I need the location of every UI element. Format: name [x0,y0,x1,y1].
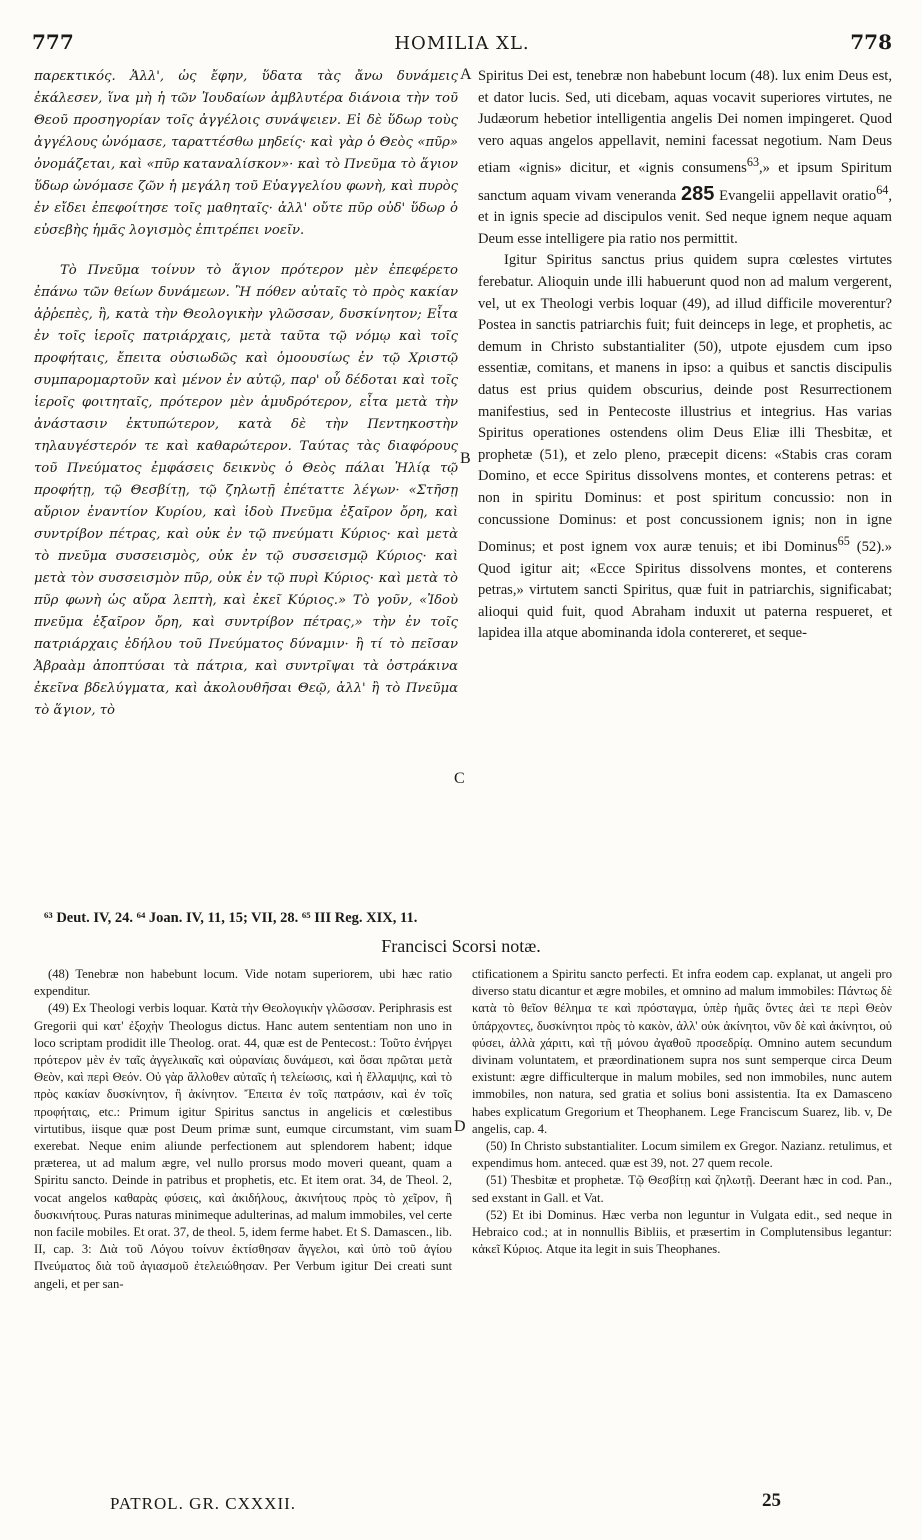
notes-heading: Francisci Scorsi notæ. [381,936,541,956]
greek-paragraph: παρεκτικός. Ἀλλ', ὡς ἔφην, ὕδατα τὰς ἄνω δυνάμεις ἐκάλεσεν, ἵνα μὴ ἡ τῶν Ἰουδαίων ἀμβλυτέρα διάνοια τὴν τοῦ Θεοῦ προσηγορίαν τοῖς ἀγγέλοις συνάψειεν. Εἰ δὲ ὕδωρ τοὺς ἀγγέλους ὠνόμασε, ταραττέσθω μηδείς· καὶ γὰρ ὁ Θεὸς «πῦρ» ὀνομάζεται, καὶ «πῦρ καταναλίσκον»· καὶ τὸ Πνεῦμα τὸ ἅγιον ὕδωρ ὠνόμασε ζῶν ἡ μεγάλη τοῦ Εὐαγγελίου φωνὴ, καὶ πυρὸς ἐν εἴδει ἐπεφοίτησε τοῖς μαθηταῖς· ἀλλ' οὔτε πῦρ οὐδ' ὕδωρ ὁ εὐσεβὴς ἡμᾶς λογισμὸς ἐπιτρέπει νοεῖν. [34,69,458,238]
greek-text-column [34,66,458,722]
note-49-continued: ctificationem a Spiritu sancto perfecti. Et infra eodem cap. explanat, ut angeli pro diverso statu dicantur et ægre mobiles, et omnino ad malum immobiles: Πάντως δὲ κατὰ τὸ θεῖον θέλημα τε καὶ πρόσταγμα, ὑπὲρ ἡμᾶς ὄντες ἀεὶ τε περὶ Θεὸν ὑπάρχοντες, δυσκίνητοι πρὸς τὸ κακὸν, ἀλλ' οὐκ ἀκίνητοι, νῦν δὲ καὶ ἀκίνητοι, οὐ φύσει, ἀλλὰ χάριτι, καὶ τῇ μόνου ἀγαθοῦ προσεδρίᾳ. Omnino autem secundum divinam voluntatem, et præordinationem supra nos sunt semperque circa Deum existunt: ægre difficulterque in malum mobiles, sed non immobiles, nunc autem immobiles, non natura, sed gratia et solius boni assistentia. Ita ex Damasceno habes explicatum Gregorium et Theophanem. Lege Franciscum Suarez, lib. v, De angelis, cap. 4. [472,967,892,1136]
margin-letter-a: A [460,66,472,83]
latin-text: Igitur Spiritus sanctus prius quidem supra cœlestes virtutes ferebatur. Alioquin unde illi habuerunt quod non ad malum vergerent, vel, ut ex Theologi verbis loquar (49), ad illud difficile moverentur? Postea in sanctis patriarchis fuit; fuit deinceps in lege, et prophetis, ac demum in Christo substantialiter (50), utpote ejusdem cum ipso essentiæ, comitans, et manens in ipso: a quibus et sanctis discipulis datus est prius quidem obscurius, deinde post Resurrectionem manifestius, sed in Pentecoste illustrius et integrius. Has varias Spiritus operationes ostendens olim Deus Eliæ illi Thesbitæ, et prophetæ (51), et zelo pleno, præcepit dicens: «Stabis cras coram Domino, et ecce Spiritus dissolvens montes, et conterens petras: et non in spiritu Dominus: et post spiritum concussio: non in concussione Dominus: et post concussionem ignis; non in igne Dominus; et post ignem vox auræ tenuis; et ibi Dominus [478,252,892,556]
latin-text: ,» et ipsum Spiritum sanctum aquam vivam veneranda [478,160,893,204]
note-49: (49) Ex Theologi verbis loquar. Κατὰ τὴν Θεολογικὴν γλῶσσαν. Periphrasis est Gregorii qui κατ' ἐξοχὴν Theologus dictus. Hanc autem sententiam non uno in loco scriptam prodidit ille Theolog. orat. 44, quæ est de Pentecost.: Τοῦτο ἐνήργει πρότερον μὲν ἐν ταῖς ἀγγελικαῖς καὶ οὐρανίαις δυνάμεσι, καὶ ὅσαι πρῶται μετὰ Θεὸν, καὶ περὶ Θεόν. Οὐ γὰρ ἄλλοθεν αὐταῖς ἡ τελείωσις, καὶ ἡ ἔλλαμψις, καὶ τὸ πρὸς κακίαν δυσκίνητον, ἢ ἀκίνητον. Ἔπειτα ἐν τοῖς πατράσιν, καὶ ἐν τοῖς προφήταις, etc.: Primum igitur Spiritus sanctus in angelicis et cœlestibus virtutibus, iisque quæ post Deum primæ sunt, eumque circumstant, vim suam exerebat. Neque enim aliunde perfectionem aut splendorem habent; idque præterea, ut ad malum ægre, vel nullo prorsus modo moveri queant, quam a Spiritu sancto. Deinde in patribus et prophetis, etc. Et item orat. 34, de Theol. 2, vocat angelos καθαρὰς φύσεις, καὶ ἀκιδήλους, ἀκινήτους πρὸς τὸ χεῖρον, ἢ δυσκινήτους. Puras naturas minimeque adulterinas, ad malum immobiles, vel certe non facile mobiles. Et orat. 37, de theol. 5, idem ferme habet. Et S. Damascen., lib. II, cap. 3: Διὰ τοῦ Λόγου τοίνυν ἐκτίσθησαν ἄγγελοι, καὶ ὑπὸ τοῦ ἁγίου Πνεύματος διὰ τοῦ ἁγιασμοῦ ἐτελειώθησαν. Per Verbum igitur Dei creati sunt angeli, et per san- [34,1001,452,1291]
sheet-number: 25 [762,1490,781,1511]
latin-text: (52).» Quod igitur ait; «Ecce Spiritus dissolvens montes, et conterens petras,» virtutem sancti Spiritus, quæ fuit in patriarchis, significabat; alioqui quid fuit, quod Abraham induxit ut paterna respueret, et lapidea illa atque abominanda idola contereret, et seque- [478,539,892,642]
latin-text-column [478,66,892,645]
latin-text: , et in ignis specie ad discipulos venit. Sed neque ignem neque aquam Deum esse intelligere pia ratio nos permittit. [478,187,892,247]
header-title: HOMILIA XL. [394,33,530,54]
latin-paragraph [478,66,892,250]
page-number-right: 778 [850,30,892,54]
margin-letter-d: D [454,1118,466,1135]
greek-paragraph: Τὸ Πνεῦμα τοίνυν τὸ ἅγιον πρότερον μὲν ἐπεφέρετο ἐπάνω τῶν θείων δυνάμεων. Ἢ πόθεν αὐταῖς τὸ πρὸς κακίαν ἀῤῥεπὲς, ἢ, κατὰ τὴν Θεολογικὴν γλῶσσαν, δυσκίνητον; Εἶτα ἐν τοῖς ἱεροῖς πατριάρχαις, μετὰ ταῦτα τῷ νόμῳ καὶ τοῖς προφήταις, ἔπειτα οὐσιωδῶς καὶ ὁμοουσίως ἐν τῷ Χριστῷ συμπαρομαρτοῦν καὶ μένον ἐν αὐτῷ, παρ' οὗ δέδοται καὶ τοῖς ἱεροῖς φοιτηταῖς, πρότερον μὲν ἀμυδρότερον, εἶτα μετὰ τὴν ἀνάστασιν ἐκτυπώτερον, κατὰ δὲ τὴν Πεντηκοστὴν τηλαυγέστερόν τε καὶ καθαρώτερον. Ταύτας τὰς διαφόρους τοῦ Πνεύματος ἐμφάσεις δεικνὺς ὁ Θεὸς πάλαι Ἠλίᾳ τῷ προφήτῃ, τῷ Θεσβίτῃ, τῷ ζηλωτῇ ἐπέταττε λέγων· «Στῆσῃ αὔριον ἐναντίον Κυρίου, καὶ ἰδοὺ Πνεῦμα ἐξαῖρον ὄρη, καὶ συντρίβον πέτρας, καὶ οὐκ ἐν τῷ πνεύματι Κύριος· καὶ μετὰ τὸ πνεῦμα συσσεισμὸς, οὐκ ἐν τῷ συσσεισμῷ Κύριος· καὶ μετὰ τὸν συσσεισμὸν πῦρ, οὐκ ἐν τῷ πυρὶ Κύριος· καὶ μετὰ τὸ πῦρ φωνὴ ὡς αὔρα λεπτὴ, καὶ ἐκεῖ Κύριος.» Τὸ γοῦν, «Ἰδοὺ πνεῦμα ἐξαῖρον ὄρη, καὶ συντρίβον πέτρας,» τὴν ἐν τοῖς πατριάρχαις ἐδήλου τοῦ Πνεύματος δύναμιν· ἢ τί τὸ πεῖσαν Ἀβραὰμ ἀποπτύσαι τὰ πάτρια, καὶ συντρῖψαι τὰ ὀστράκινα ἐκεῖνα βδελύγματα, καὶ ἀκολουθῆσαι Θεῷ, ἀλλ' ἢ τὸ Πνεῦμα τὸ ἅγιον, τὸ [34,263,458,718]
running-header [32,30,892,58]
note-51: (51) Thesbitæ et prophetæ. Τῷ Θεσβίτῃ καὶ ζηλωτῇ. Deerant hæc in cod. Pan., sed exstant in Gall. et Vat. [472,1173,892,1205]
footnote-ref: 64 [876,182,889,197]
column-number: 285 [681,182,715,205]
margin-letter-b: B [460,450,471,467]
footnote-ref: 63 [746,155,760,170]
volume-signature: PATROL. GR. CXXXII. [110,1494,297,1513]
latin-paragraph [478,250,892,645]
notes-left-column [34,966,452,1293]
note-50: (50) In Christo substantialiter. Locum similem ex Gregor. Nazianz. retulimus, et expendimus hom. anteced. quæ est 39, not. 27 quem recole. [472,1139,892,1171]
latin-text: Evangelii appellavit oratio [719,187,877,204]
margin-letter-c: C [454,770,465,787]
note-48: (48) Tenebræ non habebunt locum. Vide notam superiorem, ubi hæc ratio expenditur. [34,967,452,999]
footnote-ref: 65 [837,534,850,549]
scripture-references: ⁶³ Deut. IV, 24. ⁶⁴ Joan. IV, 11, 15; VII, 28. ⁶⁵ III Reg. XIX, 11. [44,910,418,926]
latin-text: Spiritus Dei est, tenebræ non habebunt locum (48). lux enim Deus est, et dator lucis. Sed, uti dicebam, aquas vocavit superiores virtutes, ne Judæorum hebetior intelligentia angelis Dei nomen impingeret. Quod vero aquas angelos appellavit, nemini facessat negotium. Nam Deus etiam «ignis» dicitur, et «ignis consumens [478,68,892,177]
note-52: (52) Et ibi Dominus. Hæc verba non leguntur in Vulgata edit., sed neque in Hebraico cod.; at in nonnullis Bibliis, et præsertim in Complutensibus legantur: κἀκεῖ Κύριος. Atque ita legit in suis Theophanes. [472,1207,892,1257]
notes-right-column [472,966,892,1258]
page-number-left: 777 [32,30,74,54]
